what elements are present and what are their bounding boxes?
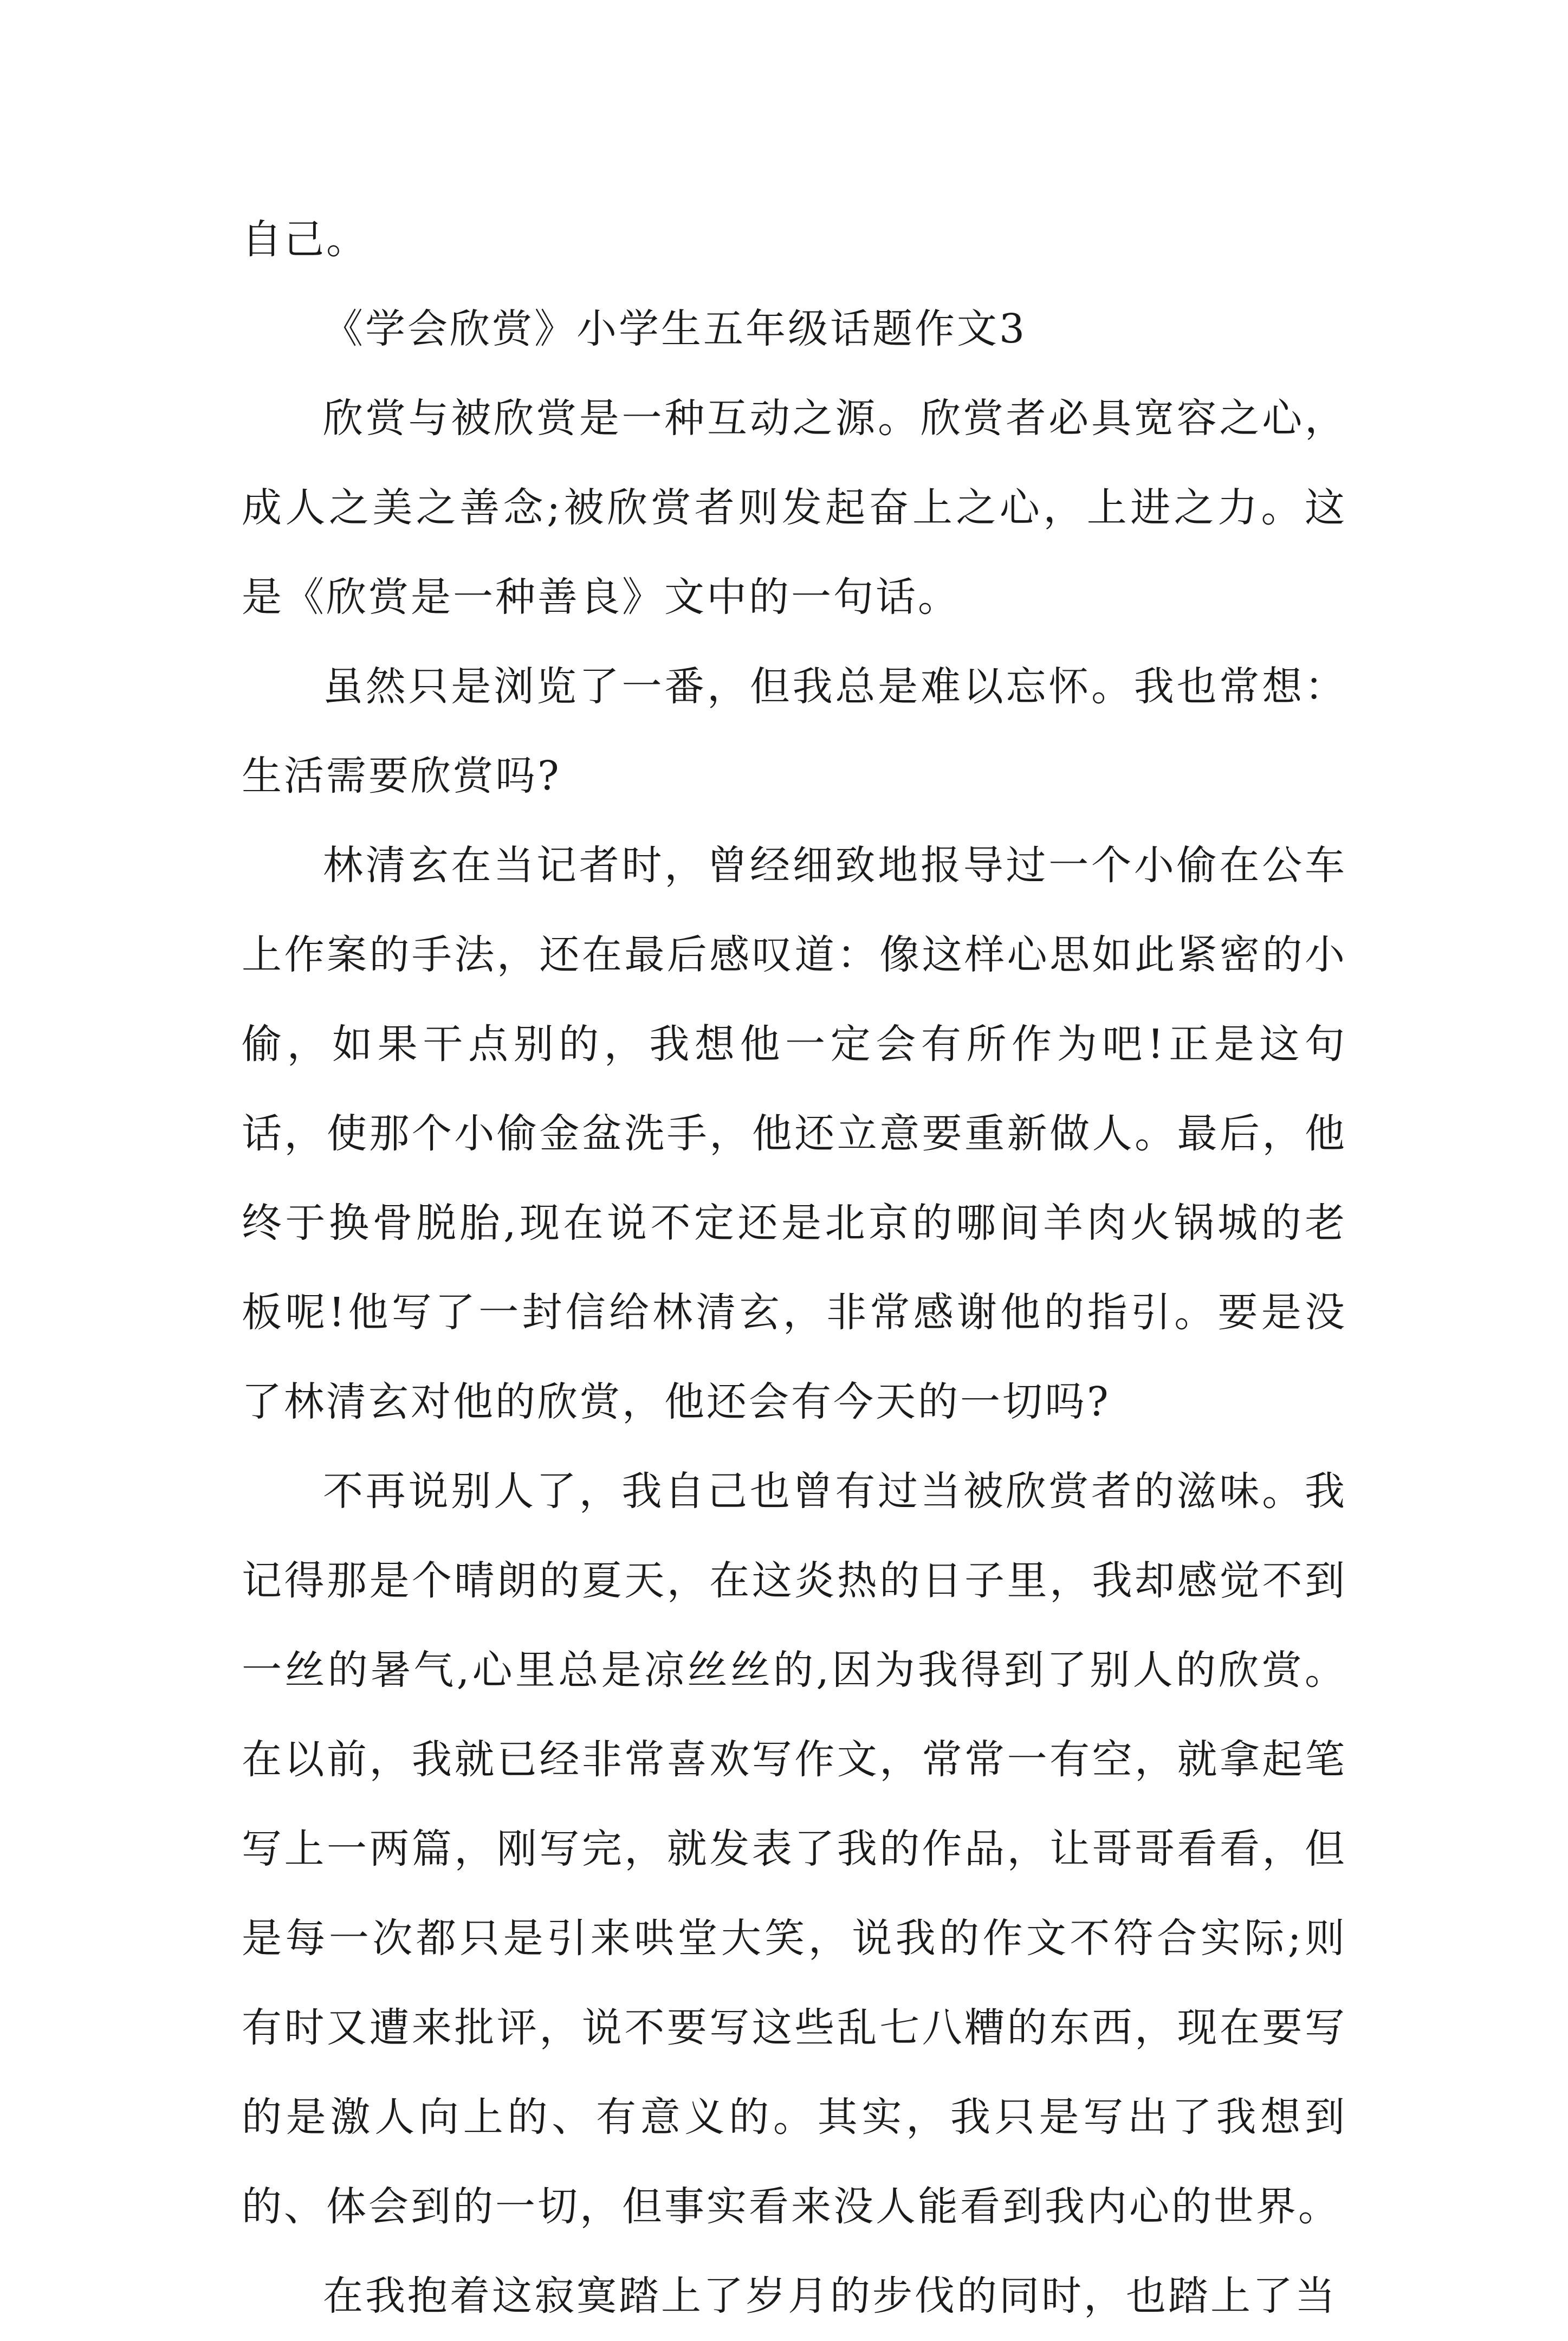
paragraph: 不再说别人了，我自己也曾有过当被欣赏者的滋味。我记得那是个晴朗的夏天，在这炎热的日子里，我却感觉不到一丝的暑气,心里总是凉丝丝的,因为我得到了别人的欣赏。在以前，我就已经非常喜欢写作文，常常一有空，就拿起笔写上一两篇，刚写完，就发表了我的作品，让哥哥看看，但是每一次都只是引来哄堂大笑，说我的作文不符合实际;则有时又遭来批评，说不要写这些乱七八糟的东西，现在要写的是激人向上的、有意义的。其实，我只是写出了我想到的、体会到的一切，但事实看来没人能看到我内心的世界。 (242, 1468, 1347, 2230)
paragraph: 虽然只是浏览了一番，但我总是难以忘怀。我也常想：生活需要欣赏吗? (242, 663, 1347, 799)
paragraph: 在我抱着这寂寞踏上了岁月的步伐的同时，也踏上了当 (323, 2273, 1337, 2319)
essay-title: 《学会欣赏》小学生五年级话题作文3 (323, 306, 1027, 352)
paragraph: 自己。 (242, 216, 368, 263)
document-body (242, 195, 1347, 2341)
paragraph: 欣赏与被欣赏是一种互动之源。欣赏者必具宽容之心，成人之美之善念;被欣赏者则发起奋上之心，上进之力。这是《欣赏是一种善良》文中的一句话。 (242, 395, 1347, 620)
paragraph: 林清玄在当记者时，曾经细致地报导过一个小偷在公车上作案的手法，还在最后感叹道：像这样心思如此紧密的小偷，如果干点别的，我想他一定会有所作为吧!正是这句话，使那个小偷金盆洗手，他还立意要重新做人。最后，他终于换骨脱胎,现在说不定还是北京的哪间羊肉火锅城的老板呢!他写了一封信给林清玄，非常感谢他的指引。要是没了林清玄对他的欣赏，他还会有今天的一切吗? (242, 842, 1347, 1425)
